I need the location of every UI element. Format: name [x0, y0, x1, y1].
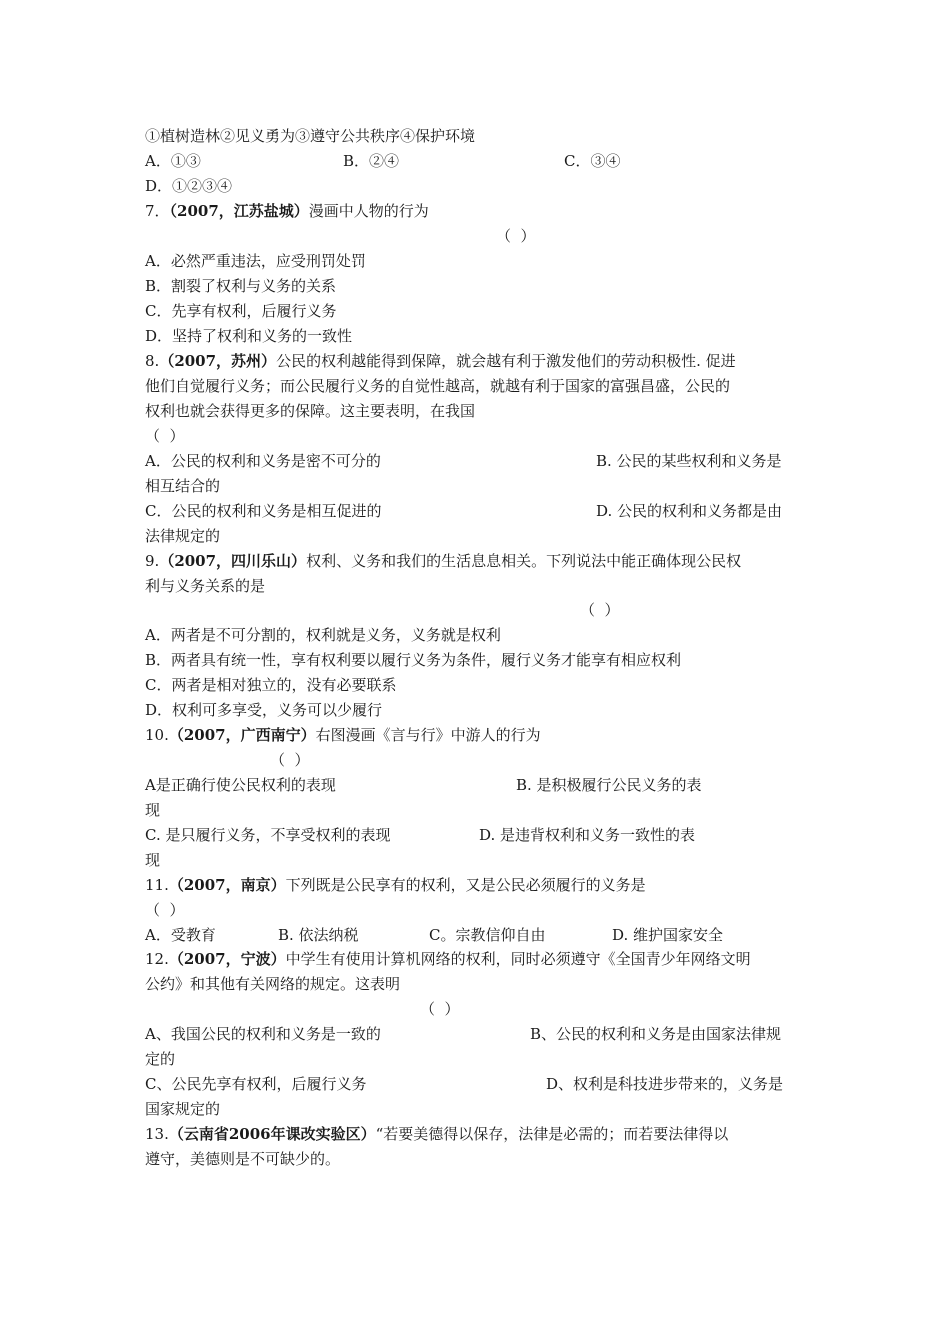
q9-text-1: 权利、义务和我们的生活息息相关。下列说法中能正确体现公民权	[306, 552, 742, 570]
q7-stem	[145, 201, 429, 221]
q13-source: （云南省2006年课改实验区）	[168, 1125, 376, 1143]
q13-text-2: 遵守，美德则是不可缺少的。	[145, 1150, 341, 1168]
q8-stem	[145, 351, 736, 371]
q11-answer-bracket: （ ）	[145, 901, 185, 919]
q9-answer-bracket: （ ）	[580, 601, 620, 619]
q8-option-b-continued: 相互结合的	[145, 477, 221, 495]
q7-answer-bracket: （ ）	[496, 227, 536, 245]
q10-text: 右图漫画《言与行》中游人的行为	[315, 726, 541, 744]
q7-option-d: D．坚持了权利和义务的一致性	[145, 327, 353, 345]
q13-number: 13.	[145, 1125, 169, 1143]
q9-source: （2007，四川乐山）	[159, 552, 307, 570]
q12-text-1: 中学生有使用计算机网络的权利，同时必须遵守《全国青少年网络文明	[285, 950, 751, 968]
q10-option-c: C. 是只履行义务，不享受权利的表现	[145, 826, 391, 844]
q8-option-d-continued: 法律规定的	[145, 527, 221, 545]
q8-text-3: 权利也就会获得更多的保障。这主要表明，在我国	[145, 402, 476, 420]
q8-answer-bracket: （ ）	[145, 427, 185, 445]
q10-stem	[145, 725, 541, 745]
q7-option-b: B．割裂了权利与义务的关系	[145, 277, 337, 295]
q12-text-2: 公约》和其他有关网络的规定。这表明	[145, 975, 401, 993]
q9-number: 9.	[145, 552, 160, 570]
q12-source: （2007，宁波）	[168, 950, 286, 968]
q13-text-1: “若要美德得以保存，法律是必需的；而若要法律得以	[375, 1125, 729, 1143]
q10-option-d: D. 是违背权利和义务一致性的表	[479, 826, 696, 844]
q9-option-b: B．两者具有统一性，享有权利要以履行义务为条件，履行义务才能享有相应权利	[145, 651, 682, 669]
q10-source: （2007，广西南宁）	[168, 726, 316, 744]
q8-option-c: C．公民的权利和义务是相互促进的	[145, 502, 382, 520]
q11-option-d: D. 维护国家安全	[612, 926, 724, 944]
q10-option-b-continued: 现	[145, 801, 161, 819]
q8-number: 8.	[145, 352, 160, 370]
q9-stem	[145, 551, 741, 571]
q12-option-c: C、公民先享有权利，后履行义务	[145, 1075, 367, 1093]
q8-option-d: D. 公民的权利和义务都是由	[596, 502, 783, 520]
q6-option-a: A．①③	[145, 152, 201, 170]
q12-option-d: D、权利是科技进步带来的，义务是	[546, 1075, 784, 1093]
q8-source: （2007，苏州）	[159, 352, 277, 370]
q7-number: 7．	[145, 202, 170, 220]
q10-answer-bracket: （ ）	[270, 751, 310, 769]
q12-stem	[145, 949, 751, 969]
q12-option-b-continued: 定的	[145, 1050, 176, 1068]
q12-number: 12.	[145, 950, 169, 968]
q9-option-a: A．两者是不可分割的，权利就是义务，义务就是权利	[145, 626, 501, 644]
q10-option-a: A是正确行使公民权利的表现	[145, 776, 336, 794]
q11-number: 11.	[145, 876, 169, 894]
q9-option-d: D．权利可多享受，义务可以少履行	[145, 701, 383, 719]
q6-option-d: D．①②③④	[145, 177, 233, 195]
q11-option-a: A．受教育	[145, 926, 216, 944]
q11-source: （2007，南京）	[168, 876, 286, 894]
q9-text-2: 利与义务关系的是	[145, 577, 266, 595]
q11-stem	[145, 875, 646, 895]
q9-option-c: C．两者是相对独立的，没有必要联系	[145, 676, 397, 694]
q12-answer-bracket: （ ）	[420, 1000, 460, 1018]
q8-text-1: 公民的权利越能得到保障，就会越有利于激发他们的劳动积极性. 促进	[276, 352, 736, 370]
q11-text: 下列既是公民享有的权利，又是公民必须履行的义务是	[285, 876, 646, 894]
q7-text: 漫画中人物的行为	[308, 202, 429, 220]
q7-option-a: A．必然严重违法，应受刑罚处罚	[145, 252, 366, 270]
q10-option-d-continued: 现	[145, 851, 161, 869]
q10-option-b: B. 是积极履行公民义务的表	[516, 776, 702, 794]
q6-option-c: C．③④	[564, 152, 621, 170]
q12-option-a: A、我国公民的权利和义务是一致的	[145, 1025, 381, 1043]
q12-option-b: B、公民的权利和义务是由国家法律规	[530, 1025, 782, 1043]
q6-items: ①植树造林②见义勇为③遵守公共秩序④保护环境	[145, 127, 476, 145]
q6-option-b: B．②④	[343, 152, 400, 170]
q7-option-c: C．先享有权利，后履行义务	[145, 302, 337, 320]
q13-stem	[145, 1124, 728, 1144]
q10-number: 10.	[145, 726, 169, 744]
q11-option-c: C。宗教信仰自由	[429, 926, 546, 944]
q8-option-b: B. 公民的某些权利和义务是	[596, 452, 782, 470]
q8-option-a: A．公民的权利和义务是密不可分的	[145, 452, 381, 470]
q11-option-b: B. 依法纳税	[278, 926, 359, 944]
q8-text-2: 他们自觉履行义务；而公民履行义务的自觉性越高，就越有利于国家的富强昌盛，公民的	[145, 377, 731, 395]
q7-source: （2007，江苏盐城）	[169, 202, 309, 220]
q12-option-d-continued: 国家规定的	[145, 1100, 221, 1118]
